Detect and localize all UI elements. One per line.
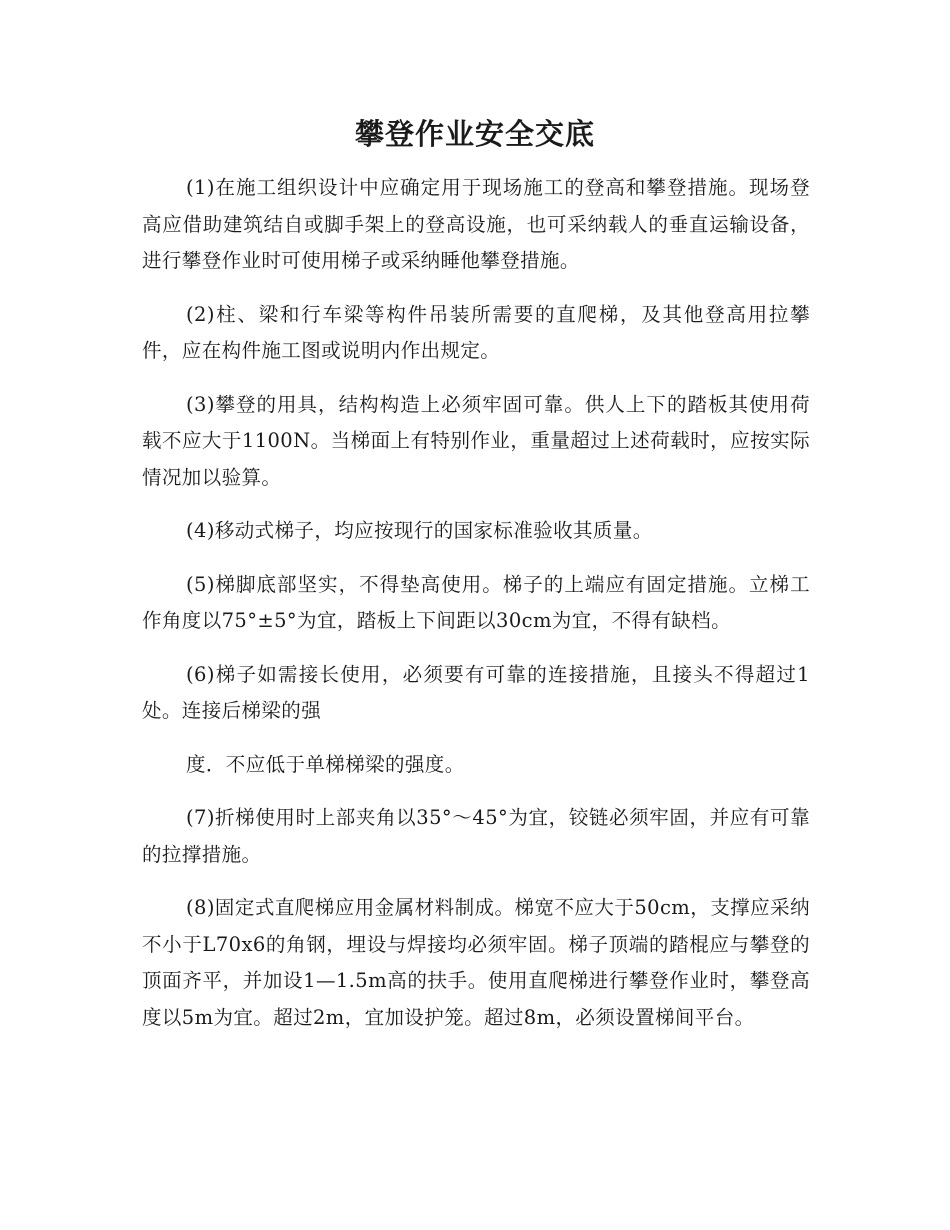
- paragraph-5: (5)梯脚底部坚实，不得垫高使用。梯子的上端应有固定措施。立梯工作角度以75°±5°为宜，踏板上下间距以30cm为宜，不得有缺档。: [142, 572, 810, 632]
- paragraph-8: (8)固定式直爬梯应用金属材料制成。梯宽不应大于50cm，支撑应采纳不小于L70x6的角钢，埋设与焊接均必须牢固。梯子顶端的踏棍应与攀登的顶面齐平，并加设1—1.5m高的扶手。使用直爬梯进行攀登作业时，攀登高度以5m为宜。超过2m，宜加设护笼。超过8m，必须设置梯间平台。: [142, 896, 810, 1029]
- document-body: [142, 170, 810, 1053]
- paragraph-6: (6)梯子如需接长使用，必须要有可靠的连接措施，且接头不得超过1处。连接后梯梁的强: [142, 662, 810, 722]
- document-title: 攀登作业安全交底: [354, 117, 595, 151]
- paragraph-2: (2)柱、梁和行车梁等构件吊装所需要的直爬梯，及其他登高用拉攀件，应在构件施工图或说明内作出规定。: [142, 302, 810, 362]
- paragraph-4: (4)移动式梯子，均应按现行的国家标准验收其质量。: [186, 519, 653, 542]
- paragraph-7: (7)折梯使用时上部夹角以35°～45°为宜，铰链必须牢固，并应有可靠的拉撑措施。: [142, 806, 810, 866]
- paragraph-1: (1)在施工组织设计中应确定用于现场施工的登高和攀登措施。现场登高应借助建筑结自或脚手架上的登高设施，也可采纳载人的垂直运输设备，进行攀登作业时可使用梯子或采纳睡他攀登措施。: [142, 176, 810, 272]
- paragraph-6-continued: 度．不应低于单梯梯梁的强度。: [186, 752, 465, 776]
- paragraph-3: (3)攀登的用具，结构构造上必须牢固可靠。供人上下的踏板其使用荷载不应大于1100N。当梯面上有特别作业，重量超过上述荷载时，应按实际情况加以验算。: [142, 392, 810, 489]
